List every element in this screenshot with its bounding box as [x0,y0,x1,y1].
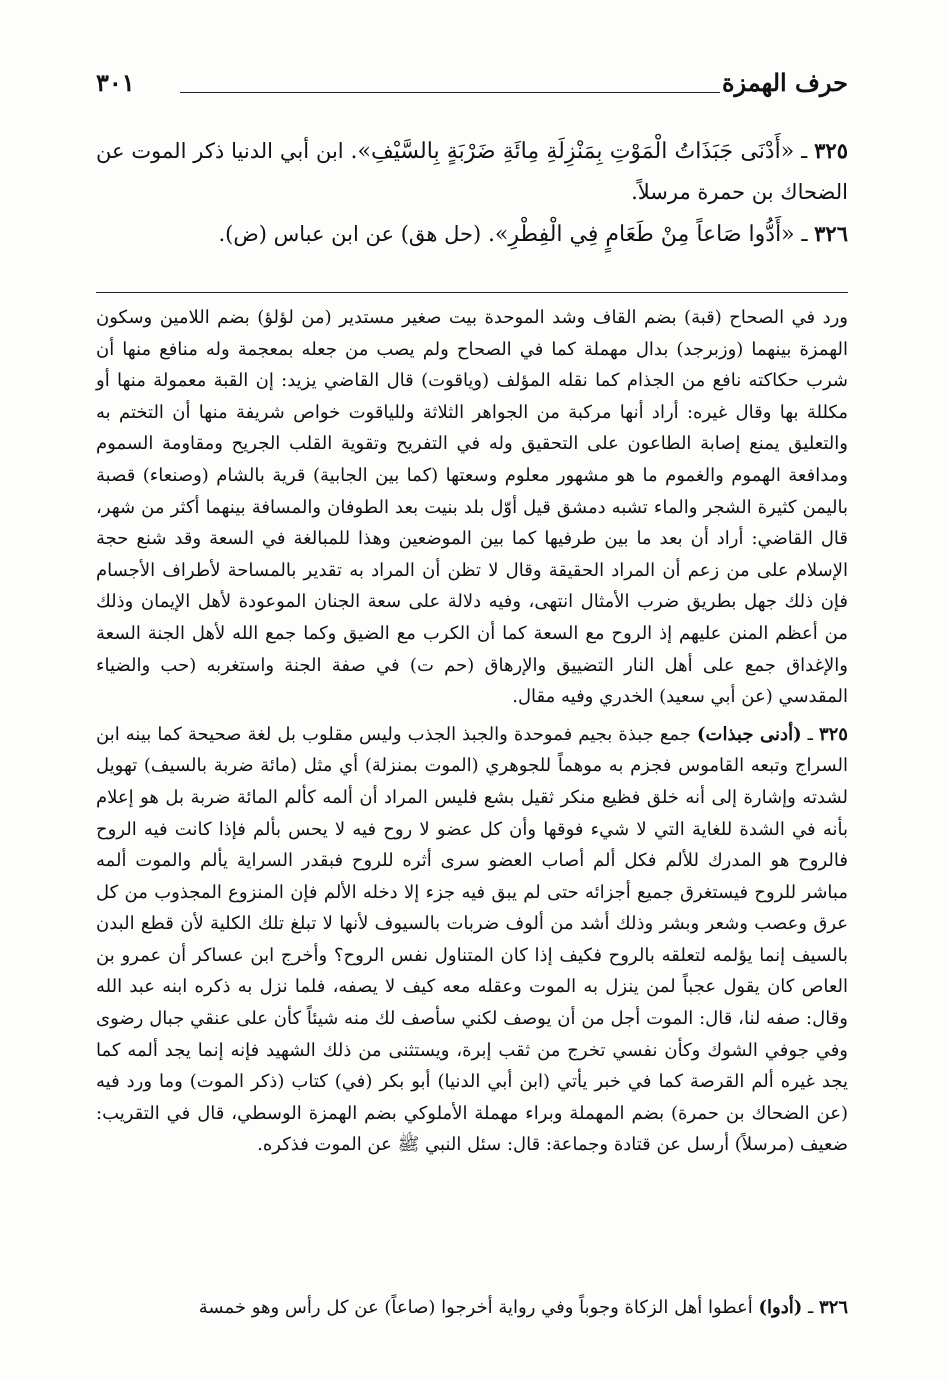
note-text: أعطوا أهل الزكاة وجوباً وفي رواية أخرجوا (صاعاً) عن كل رأس وهو خمسة [198,1297,753,1318]
commentary-note-326: ٣٢٦ ـ (أدوا) أعطوا أهل الزكاة وجوباً وفي رواية أخرجوا (صاعاً) عن كل رأس وهو خمسة [198,1297,848,1318]
page-number: ٣٠١ [96,68,135,97]
page-header [96,64,848,104]
note-text: جمع جبذة بجيم فموحدة والجبذ الجذب وليس مقلوب بل لغة صحيحة كما بينه ابن السراج وتبعه القاموس فجزم به موهماً للجوهري (الموت بمنزلة) أي مثل (مائة ضربة بالسيف) تهويل لشدته وإشارة إلى أنه خلق فظيع منكر ثقيل بشع فليس المراد أن ألمه كألم المائة ضربة بل هو إعلام بأنه في الشدة للغاية التي لا شيء فوقها وأن كل عضو لا روح فيه لا يحس بألم فإذا كانت فيه الروح فالروح هو المدرك للألم فكل ألم أصاب العضو سرى أثره للروح فبقدر السراية يألم والموت ألمه مباشر للروح فيستغرق جميع أجزائه حتى لم يبق فيه جزء إلا دخله الألم فإن المنزوع المجذوب من كل عرق وعصب وشعر وبشر وذلك أشد من ألوف ضربات بالسيوف لأنها لا تبلغ تلك الكلية لأن قطع البدن بالسيف إنما يؤلمه لتعلقه بالروح فكيف إذا كان المتناول نفس الروح؟ وأخرج ابن عساكر أن عمرو بن العاص كان يقول عجباً لمن ينزل به الموت وعقله معه كيف لا يصفه، فلما نزل به ذكره ابنه عبد الله وقال: صفه لنا، قال: الموت أجل من أن يوصف لكني سأصف لك منه شيئاً كأن على عنقي جبال رضوى وفي جوفي الشوك وكأن نفسي تخرج من ثقب إبرة، ويستثنى من ذلك الشهيد فإنه إنما يجد ألمه كما يجد غيره ألم القرصة كما في خبر يأتي (ابن أبي الدنيا) أبو بكر (في) كتاب (ذكر الموت) وما ورد فيه (عن الضحاك بن حمرة) بضم المهملة وبراء مهملة الأملوكي بضم الهمزة الوسطي، قال في التقريب: ضعيف (مرسلاً) أرسل عن قتادة وجماعة: قال: سئل النبي ﷺ عن الموت فذكره. [96,723,848,1156]
hadith-text [96,130,848,255]
chapter-title: حرف الهمزة [721,68,848,97]
hadith-326: ٣٢٦ ـ «أَدُّوا صَاعاً مِنْ طَعَامٍ فِي الْفِطْرِ». (حل هق) عن ابن عباس (ض). [218,221,848,247]
hadith-number: ٣٢٦ [814,221,848,246]
commentary-note-326-block [96,1292,848,1323]
commentary [96,302,848,1167]
header-rule [180,92,720,93]
commentary-intro: ورد في الصحاح (قبة) بضم القاف وشد الموحدة بيت صغير مستدير (من لؤلؤ) بضم اللامين وسكون الهمزة بينهما (وزبرجد) بدال مهملة كما في الصحاح ولم يصب من جعله بمعجمة وله منافع منها أن شرب حكاكته نافع من الجذام كما نقله المؤلف (وياقوت) قال القاضي يزيد: إن القبة معمولة منها أو مكللة بها وقال غيره: أراد أنها مركبة من الجواهر الثلاثة وللياقوت خواص شريفة منها أن التختم به والتعليق يمنع إصابة الطاعون على التحقيق وله في التفريح وتقوية القلب الجريح ومقاومة السموم ومدافعة الهموم والغموم ما هو مشهور معلوم وسعتها (كما بين الجابية) قرية بالشام (وصنعاء) قصبة باليمن كثيرة الشجر والماء تشبه دمشق قيل أوّل بلد بنيت بعد الطوفان والمسافة بينهما أكثر من شهر، قال القاضي: أراد أن بعد ما بين طرفيها كما بين الموضعين وهذا للمبالغة في السعة وقد شنع حجة الإسلام على من زعم أن المراد الحقيقة وقال لا تظن أن المراد به تقدير بالمساحة لأطراف الأجسام فإن ذلك جهل بطريق ضرب الأمثال انتهى، وفيه دلالة على سعة الجنان الموعودة لأهل الإيمان وذلك من أعظم المنن عليهم إذ الروح مع السعة كما أن الكرب مع الضيق وكما جمع الله لأهل الجنة السعة والإغداق جمع على أهل النار التضييق والإرهاق (حم ت) في صفة الجنة واستغربه (حب والضياء المقدسي (عن أبي سعيد) الخدري وفيه مقال. [96,307,848,708]
hadith-quote: «أَدُّوا صَاعاً مِنْ طَعَامٍ فِي الْفِطْرِ». [487,222,795,247]
note-number: ٣٢٦ [818,1297,848,1318]
note-lemma: (أدوا) [758,1297,803,1318]
note-number: ٣٢٥ [818,723,848,745]
note-lemma: (أدنى جبذات) [696,723,802,745]
commentary-note-325: ٣٢٥ ـ (أدنى جبذات) جمع جبذة بجيم فموحدة والجبذ الجذب وليس مقلوب بل لغة صحيحة كما بينه ابن السراج وتبعه القاموس فجزم به موهماً للجوهري (الموت بمنزلة) أي مثل (مائة ضربة بالسيف) تهويل لشدته وإشارة إلى أنه خلق فظيع منكر ثقيل بشع فليس المراد أن ألمه كألم المائة ضربة بل هو إعلام بأنه في الشدة للغاية التي لا شيء فوقها وأن كل عضو لا روح فيه لا يحس بألم فإذا كانت فيه الروح فالروح هو المدرك للألم فكل ألم أصاب العضو سرى أثره للروح فبقدر السراية يألم والموت ألمه مباشر للروح فيستغرق جميع أجزائه حتى لم يبق فيه جزء إلا دخله الألم فإن المنزوع المجذوب من كل عرق وعصب وشعر وبشر وذلك أشد من ألوف ضربات بالسيوف لأنها لا تبلغ تلك الكلية لأن قطع البدن بالسيف إنما يؤلمه لتعلقه بالروح فكيف إذا كان المتناول نفس الروح؟ وأخرج ابن عساكر أن عمرو بن العاص كان يقول عجباً لمن ينزل به الموت وعقله معه كيف لا يصفه، فلما نزل به ذكره ابنه عبد الله وقال: صفه لنا، قال: الموت أجل من أن يوصف لكني سأصف لك منه شيئاً كأن على عنقي جبال رضوى وفي جوفي الشوك وكأن نفسي تخرج من ثقب إبرة، ويستثنى من ذلك الشهيد فإنه إنما يجد ألمه كما يجد غيره ألم القرصة كما في خبر يأتي (ابن أبي الدنيا) أبو بكر (في) كتاب (ذكر الموت) وما ورد فيه (عن الضحاك بن حمرة) بضم المهملة وبراء مهملة الأملوكي بضم الهمزة الوسطي، قال في التقريب: ضعيف (مرسلاً) أرسل عن قتادة وجماعة: قال: سئل النبي ﷺ عن الموت فذكره. [96,723,848,1156]
footnote-divider [96,292,848,293]
hadith-325: ٣٢٥ ـ «أَدْنَى جَبَذَاتُ الْمَوْتِ بِمَنْزِلَةِ مِائَةِ ضَرْبَةٍ بِالسَّيْفِ». ابن أبي الدنيا ذكر الموت عن الضحاك بن حمرة مرسلاً. [96,138,848,204]
hadith-number: ٣٢٥ [814,138,848,163]
hadith-source: ابن أبي الدنيا ذكر الموت عن الضحاك بن حمرة مرسلاً. [96,139,848,204]
hadith-source: (حل هق) عن ابن عباس (ض). [218,222,482,246]
hadith-quote: «أَدْنَى جَبَذَاتُ الْمَوْتِ بِمَنْزِلَةِ مِائَةِ ضَرْبَةٍ بِالسَّيْفِ». [350,139,795,164]
